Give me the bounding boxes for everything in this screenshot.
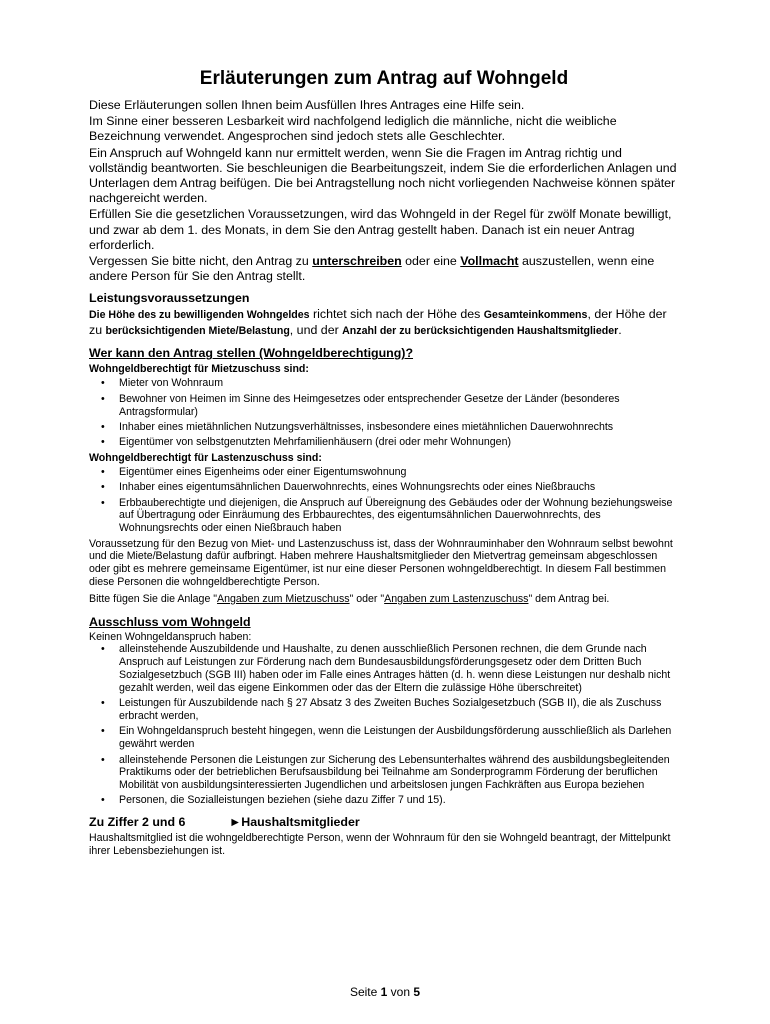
text: Vergessen Sie bitte nicht, den Antrag zu [89,254,313,269]
berechtigung-heading: Wer kann den Antrag stellen (Wohngeldberechtigung)? [89,346,414,361]
bullet-icon: • [101,697,105,710]
list-item-text: Bewohner von Heimen im Sinne des Heimgesetzes oder entsprechender Gesetze der Länder (besonderes Antragsformular) [119,392,620,418]
text: auszustellen, wenn eine andere Person für Sie den Antrag stellt. [89,254,655,284]
list-item [89,436,679,449]
list-item [89,754,679,792]
list-item [89,393,679,419]
text: , der Höhe der zu [89,307,667,338]
lastenzuschuss-link[interactable]: Angaben zum Lastenzuschuss [384,592,529,605]
intro-paragraph-5 [89,254,679,284]
lastenzuschuss-list [89,466,679,535]
ziffer-label: Zu Ziffer 2 und 6 [89,815,186,830]
bullet-icon: • [101,377,105,390]
intro-paragraph-3: Ein Anspruch auf Wohngeld kann nur ermittelt werden, wenn Sie die Fragen im Antrag richtig und vollständig beantworten. Sie beschleunigen die Bearbeitungszeit, indem Sie die erforderlichen Anlagen und Unterlagen dem Antrag beifügen. Die bei Antragstellung noch nicht vorliegenden Nachweise können später nachgereicht werden. [89,145,677,206]
list-item [89,466,679,479]
bullet-icon: • [101,794,105,807]
list-item [89,497,679,535]
bullet-icon: • [101,496,105,509]
list-item [89,697,679,723]
bullet-icon: • [101,436,105,449]
ausschluss-list [89,643,679,807]
bold-text: berücksichtigenden Miete/Belastung [105,325,290,338]
intro-section [89,98,679,284]
bullet-icon: • [101,392,105,405]
vollmacht-emphasis: Vollmacht [460,254,519,269]
list-item-text: Eigentümer von selbstgenutzten Mehrfamilienhäusern (drei oder mehr Wohnungen) [119,436,511,449]
total-pages: 5 [413,985,421,999]
mietzuschuss-link[interactable]: Angaben zum Mietzuschuss [217,592,350,605]
current-page: 1 [380,985,388,999]
list-item [89,725,679,751]
text: , und der [289,323,343,338]
page-label: Seite [349,985,381,999]
leistung-heading: Leistungsvoraussetzungen [89,291,250,306]
list-item-text: Mieter von Wohnraum [119,377,224,390]
list-item-text: Inhaber eines eigentumsähnlichen Dauerwohnrechts, eines Wohnungsrechts oder eines Nießbrauchs [119,481,596,494]
bold-text: Anzahl der zu berücksichtigenden Haushaltsmitglieder [342,325,619,338]
ausschluss-heading: Ausschluss vom Wohngeld [89,614,251,629]
mietzuschuss-list [89,377,679,449]
list-item [89,643,679,694]
voraussetzung-paragraph: Voraussetzung für den Bezug von Miet- und Lastenzuschuss ist, dass der Wohnrauminhaber den Wohnraum selbst bewohnt und die Miete/Belastung dafür aufbringt. Haben mehrere Haushaltsmitglieder den Mietvertrag gemeinsam abgeschlossen oder gibt es mehrere gemeinsame Eigentümer, ist nur eine dieser Personen wohngeldberechtigt. In diesem Fall bestimmen diese Personen die wohngeldberechtigte Person. [89,537,673,588]
intro-paragraph-4: Erfüllen Sie die gesetzlichen Voraussetzungen, wird das Wohngeld in der Regel für zwölf Monate bewilligt, und zwar ab dem 1. des Monats, in dem Sie den Antrag gestellt haben. Danach ist ein neuer Antrag erforderlich. [89,207,672,252]
ausschluss-intro: Keinen Wohngeldanspruch haben: [89,630,252,643]
list-item-text: Ein Wohngeldanspruch besteht hingegen, wenn die Leistungen der Ausbildungsförderung ausschließlich als Darlehen gewährt werden [119,725,672,751]
mietzuschuss-heading: Wohngeldberechtigt für Mietzuschuss sind: [89,363,309,376]
text: Bitte fügen Sie die Anlage " [89,592,218,605]
list-item-text: Personen, die Sozialleistungen beziehen (siehe dazu Ziffer 7 und 15). [119,794,446,807]
bullet-icon: • [101,421,105,434]
ziffer-text: Haushaltsmitglied ist die wohngeldberechtigte Person, wenn der Wohnraum für den sie Wohngeld beantragt, der Mittelpunkt ihrer Lebensbeziehungen ist. [89,832,671,858]
list-item-text: Leistungen für Auszubildende nach § 27 Absatz 3 des Zweiten Buches Sozialgesetzbuch (SGB II), die als Zuschuss erbracht werden, [119,697,662,722]
text: " dem Antrag bei. [528,592,610,605]
text: " oder " [349,592,385,605]
document-title: Erläuterungen zum Antrag auf Wohngeld [199,68,569,89]
text: . [618,323,622,338]
list-item [89,794,679,807]
list-item-text: alleinstehende Personen die Leistungen zur Sicherung des Lebensunterhaltes während des ausbildungsbegleitenden Praktikums oder der betrieblichen Berufsausbildung bei Teilnahme am Sonderprogramm Förderung der beruflichen Mobilität von ausbildungsinteressierten Jugendlichen und arbeitslosen jungen Fachkräften aus Europa beziehen [119,753,670,792]
unterschreiben-emphasis: unterschreiben [312,254,402,269]
page-footer [0,985,770,999]
text: oder eine [401,254,461,269]
intro-paragraph-2: Im Sinne einer besseren Lesbarkeit wird nachfolgend lediglich die männliche, nicht die weibliche Bezeichnung verwendet. Angesprochen sind jedoch stets alle Geschlechter. [89,114,617,144]
page-of-label: von [387,985,414,999]
list-item [89,421,679,434]
anlage-paragraph [89,593,679,606]
bullet-icon: • [101,465,105,478]
bullet-icon: • [101,481,105,494]
bullet-icon: • [101,753,105,766]
list-item-text: Inhaber eines mietähnlichen Nutzungsverhältnisses, insbesondere eines mietähnlichen Dauerwohnrechts [119,421,614,434]
list-item-text: alleinstehende Auszubildende und Haushalte, zu denen ausschließlich Personen rechnen, die dem Grunde nach Anspruch auf Leistungen zur Förderung nach dem Bundesausbildungsförderungsgesetz oder dem Dritten Buch Sozialgesetzbuch (SGB III) haben oder im Falle eines Antrages hätten (d. h. wenn diese Leistungen nur deshalb nicht gezahlt werden, weil das eigene Einkommen oder das der Eltern die zulässige Höhe überschreitet) [119,643,671,694]
document-page [89,68,679,858]
lastenzuschuss-heading: Wohngeldberechtigt für Lastenzuschuss sind: [89,451,322,464]
list-item-text: Erbbauberechtigte und diejenigen, die Anspruch auf Übereignung des Gebäudes oder der Wohnung beziehungsweise auf Übertragung oder Einräumung des Erbbaurechtes, des eigentumsähnlichen Dauerwohnrechts, des Wohnungsrechts oder einen Nießbrauch haben [119,496,673,535]
bold-text: Die Höhe des zu bewilligenden Wohngeldes [89,309,310,322]
list-item-text: Eigentümer eines Eigenheims oder einer Eigentumswohnung [119,465,407,478]
bullet-icon: • [101,725,105,738]
list-item [89,377,679,390]
text: richtet sich nach der Höhe des [309,307,484,322]
list-item [89,481,679,494]
haushaltsmitglieder-label: ►Haushaltsmitglieder [229,815,360,830]
bold-text: Gesamteinkommens [483,309,588,322]
leistung-text [89,307,679,339]
intro-paragraph-1: Diese Erläuterungen sollen Ihnen beim Ausfüllen Ihres Antrages eine Hilfe sein. [89,98,525,112]
ziffer-heading [89,815,679,830]
bullet-icon: • [101,643,105,656]
